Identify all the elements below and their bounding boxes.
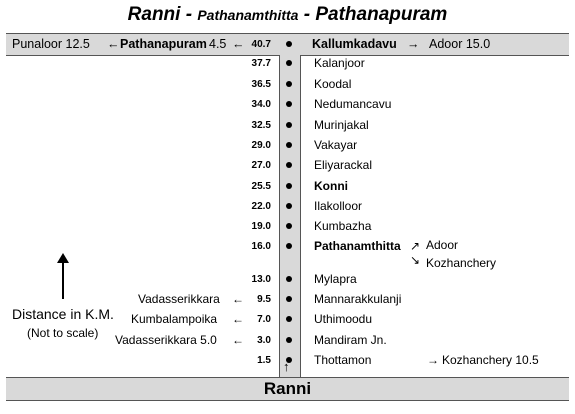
stop-dot [286, 203, 292, 209]
stop-distance: 32.5 [251, 120, 271, 131]
stop-dot [286, 183, 292, 189]
stop-distance: 16.0 [251, 241, 271, 252]
stop-name: Mannarakkulanji [314, 292, 402, 306]
stop-name: Murinjakal [314, 118, 369, 132]
stop-distance: 9.5 [257, 294, 271, 305]
branch-arrow-up-right-icon: ↗ [410, 239, 421, 253]
branch-kozhanchery-thottamon: Kozhanchery 10.5 [442, 353, 539, 367]
stop-dot [286, 243, 292, 249]
stop-dot [286, 276, 292, 282]
bottom-ranni-label: Ranni [263, 379, 312, 398]
top-pathanapuram: Pathanapuram [120, 37, 207, 51]
stop-dot [286, 162, 292, 168]
up-arrow-icon: ↑ [283, 359, 290, 374]
stop-dot [286, 142, 292, 148]
top-adoor: Adoor 15.0 [429, 37, 491, 51]
branch-kozhanchery: Kozhanchery [426, 256, 497, 270]
left-arrow-icon: ← [232, 333, 244, 347]
top-kallumkadavu: Kallumkadavu [312, 37, 397, 51]
stop-distance: 22.0 [251, 201, 271, 212]
stop-name: Eliyarackal [314, 158, 373, 172]
left-arrow-icon: ← [232, 37, 245, 51]
branch-adoor: Adoor [426, 238, 459, 252]
stop-dot [286, 337, 292, 343]
stop-dot [286, 296, 292, 302]
stop-distance: 13.0 [251, 274, 271, 285]
stop-name: Ilakolloor [314, 199, 363, 213]
stop-dot [286, 316, 292, 322]
stop-name: Koodal [314, 77, 352, 91]
stop-distance: 3.0 [257, 335, 271, 346]
stop-dot [286, 81, 292, 87]
stop-name: Konni [314, 179, 348, 193]
junction-dot [286, 41, 292, 47]
stop-name: Nedumancavu [314, 97, 392, 111]
stop-dot [286, 223, 292, 229]
top-left-destination: Punaloor 12.5 [12, 37, 90, 51]
stop-distance: 29.0 [251, 140, 271, 151]
stop-name: Uthimoodu [314, 312, 373, 326]
right-arrow-icon: → [407, 37, 420, 51]
stop-dot [286, 60, 292, 66]
stop-name: Kalanjoor [314, 56, 365, 70]
stop-distance: 1.5 [257, 355, 271, 366]
right-arrow-icon: → [427, 353, 439, 367]
title-pathanapuram: Pathanapuram [315, 4, 448, 25]
stop-distance: 36.5 [251, 79, 271, 90]
left-arrow-icon: ← [232, 312, 244, 326]
stop-distance: 27.0 [251, 160, 271, 171]
stop-distance: 34.0 [251, 99, 271, 110]
legend-up-arrow-icon [57, 253, 69, 301]
stop-distance: 37.7 [251, 58, 271, 69]
stop-name: Mandiram Jn. [314, 333, 387, 347]
stop-name: Thottamon [314, 353, 372, 367]
stop-name: Mylapra [314, 272, 357, 286]
stop-name: Pathanamthitta [314, 239, 401, 253]
stop-dot [286, 101, 292, 107]
stop-name: Kumbazha [314, 219, 372, 233]
stop-distance: 25.5 [251, 181, 271, 192]
top-junction-distance: 40.7 [251, 39, 271, 50]
title-ranni: Ranni [127, 4, 181, 25]
top-pathanapuram-dist: 4.5 [209, 37, 227, 51]
title-separator: - [298, 4, 316, 25]
branch-arrow-down-right-icon: ↘ [410, 253, 421, 267]
branch-vadasserikkara-5: Vadasserikkara 5.0 [115, 333, 217, 347]
branch-vadasserikkara: Vadasserikkara [138, 292, 220, 306]
page-title [0, 4, 575, 26]
branch-kumbalampoika: Kumbalampoika [131, 312, 218, 326]
stop-distance: 7.0 [257, 314, 271, 325]
title-separator: - [180, 4, 198, 25]
legend-scale-note: (Not to scale) [27, 326, 99, 340]
stop-distance: 19.0 [251, 221, 271, 232]
title-pathanamthitta: Pathanamthitta [197, 7, 299, 23]
stop-dot [286, 122, 292, 128]
left-arrow-icon: ← [232, 292, 244, 306]
left-arrow-icon: ← [107, 37, 120, 51]
legend-distance-label: Distance in K.M. [12, 306, 114, 322]
stop-name: Vakayar [314, 138, 358, 152]
